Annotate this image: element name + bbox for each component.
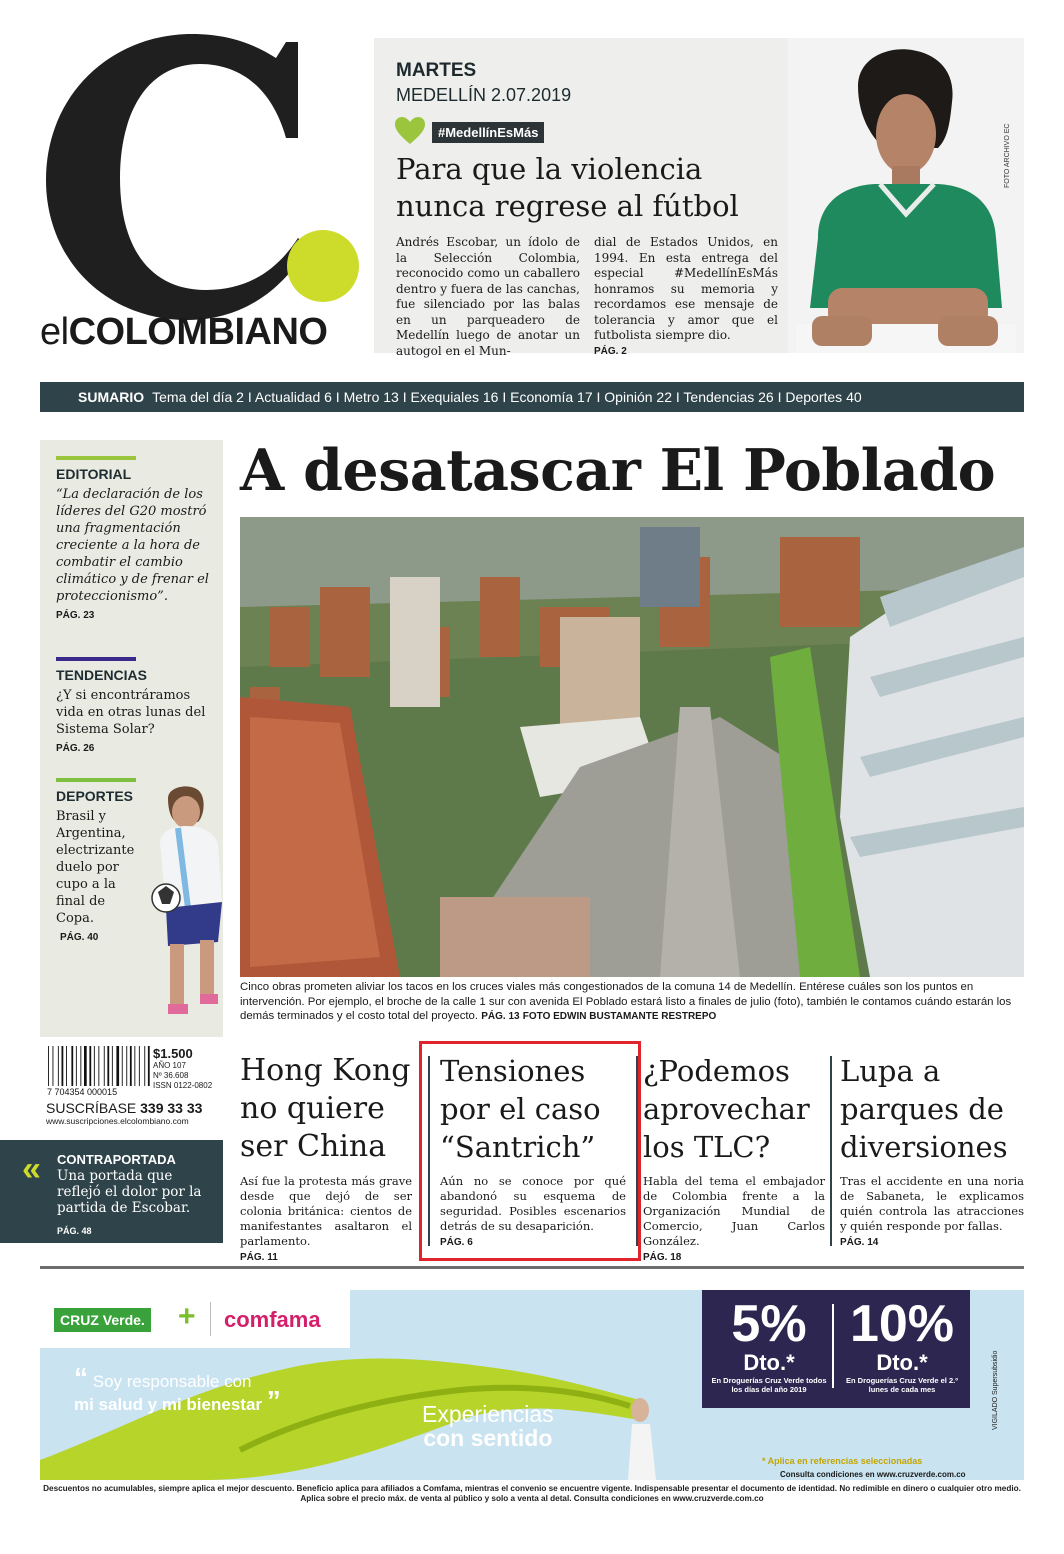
editorial-page[interactable]: PÁG. 23 bbox=[56, 610, 95, 621]
comfama-logo: comfama bbox=[224, 1307, 321, 1332]
ad-consulta-note[interactable]: Consulta condiciones en www.cruzverde.com.co bbox=[780, 1470, 966, 1479]
top-story-body-col1 bbox=[396, 235, 580, 359]
offer-10-pct: 10% bbox=[849, 1295, 955, 1353]
barcode-bar bbox=[94, 1046, 95, 1088]
barcode-bar bbox=[134, 1046, 135, 1088]
plus-icon: + bbox=[178, 1300, 196, 1333]
barcode-bar bbox=[71, 1046, 73, 1088]
sumario-items[interactable]: Tema del día 2 I Actualidad 6 I Metro 13 I Exequiales 16 I Economía 17 I Opinión 22 I Tendencias 26 I Deportes 40 bbox=[152, 389, 862, 405]
caption-credit-label bbox=[523, 1011, 717, 1022]
messi-photo bbox=[148, 782, 228, 1040]
barcode-bar bbox=[76, 1046, 77, 1088]
sumario-bar bbox=[40, 382, 1024, 412]
story-body: Tras el accidente en una noria de Sabaneta, le explicamos quién controla las atracciones y quién responde por fallas. bbox=[840, 1174, 1024, 1233]
story-tlc[interactable] bbox=[643, 1052, 825, 1263]
sidebar-editorial[interactable] bbox=[56, 456, 216, 621]
story-page[interactable]: PÁG. 14 bbox=[840, 1237, 879, 1248]
sumario-label: SUMARIO bbox=[78, 389, 145, 405]
cruz-verde-logo: CRUZ Verde. bbox=[54, 1308, 151, 1332]
top-story-headline[interactable]: Para que la violencia nunca regrese al fútbol bbox=[396, 152, 739, 223]
logo-c-letter bbox=[46, 34, 308, 320]
top-story-page[interactable]: PÁG. 2 bbox=[594, 345, 627, 357]
deportes-text: Brasil y Argentina, electrizante duelo por cupo a la final de Copa. bbox=[56, 809, 135, 926]
story-body: Así fue la protesta más grave desde que dejó de ser colonia británica: cientos de manifestantes asaltaron el parlamento. bbox=[240, 1174, 412, 1248]
edition-info bbox=[153, 1046, 212, 1091]
editorial-rule bbox=[56, 456, 136, 460]
edition-year: AÑO 107 bbox=[153, 1061, 186, 1070]
barcode-bar bbox=[89, 1046, 91, 1088]
highlight-box bbox=[419, 1041, 641, 1261]
advertisement[interactable] bbox=[40, 1290, 1024, 1512]
story-body: Aún no se conoce por qué abandonó su esquema de seguridad. Posibles escenarios detrás de su desaparición. bbox=[440, 1174, 626, 1233]
editorial-text: “La declaración de los líderes del G20 mostró una fragmentación creciente a la hora de combatir el cambio climático y de frenar el proteccionismo”. bbox=[56, 487, 209, 604]
offer-5-pct: 5% bbox=[731, 1295, 807, 1353]
tendencias-rule bbox=[56, 657, 136, 661]
deportes-page[interactable]: PÁG. 40 bbox=[60, 932, 99, 943]
section-rule bbox=[40, 1266, 1024, 1269]
story-headline: ¿Podemos aprovechar los TLC? bbox=[643, 1054, 810, 1164]
barcode-bar bbox=[139, 1046, 140, 1088]
left-sidebar bbox=[40, 440, 223, 1037]
story-parques[interactable] bbox=[840, 1052, 1024, 1248]
tendencias-title: TENDENCIAS bbox=[56, 667, 148, 683]
offer-10-note: En Droguerías Cruz Verde el 2.º lunes de cada mes bbox=[846, 1376, 958, 1394]
offer-5-note: En Droguerías Cruz Verde todos los días del año 2019 bbox=[711, 1376, 827, 1394]
barcode-bar bbox=[53, 1046, 54, 1088]
vigilado-label: VIGILADO Supersubsidio bbox=[992, 1350, 999, 1430]
barcode-bar bbox=[130, 1046, 132, 1088]
contraportada-text: Una portada que reflejó el dolor por la partida de Escobar. bbox=[57, 1168, 202, 1216]
offer-5 bbox=[710, 1295, 828, 1394]
brand-colombiano: COLOMBIANO bbox=[68, 311, 328, 353]
main-photo-caption bbox=[240, 980, 1024, 1025]
barcode-bar bbox=[107, 1046, 109, 1088]
story-page[interactable]: PÁG. 11 bbox=[240, 1252, 278, 1263]
edition-number: Nº 36.608 bbox=[153, 1071, 189, 1080]
barcode-bar bbox=[144, 1046, 145, 1088]
logo-c-mark bbox=[40, 28, 370, 328]
story-headline: Hong Kong no quiere ser China bbox=[240, 1053, 411, 1164]
story-headline: Tensiones por el caso “Santrich” bbox=[440, 1054, 601, 1164]
caption-credit: FOTO EDWIN BUSTAMANTE RESTREPO bbox=[522, 1011, 717, 1022]
subscribe-phone[interactable]: 339 33 33 bbox=[140, 1100, 203, 1116]
story-body: Habla del tema el embajador de Colombia frente a la Organización Mundial de Comercio, Juan Carlos González. bbox=[643, 1174, 825, 1248]
barcode-bar bbox=[122, 1046, 123, 1088]
ad-quote-line2: mi salud y mi bienestar bbox=[74, 1395, 263, 1414]
barcode-digits: 7 704354 000015 bbox=[47, 1087, 118, 1096]
top-story-text-1: Andrés Escobar, un ídolo de la Selección Colombia, reconocido como un caballero dentro y fuera de las canchas, fue silenciado por las balas en un parqueadero de Medellín luego de anotar un autogol en el Mun- bbox=[396, 235, 580, 358]
story-page[interactable]: PÁG. 6 bbox=[440, 1237, 473, 1248]
sidebar-tendencias[interactable] bbox=[56, 657, 216, 754]
chevron-left-icon: « bbox=[22, 1150, 41, 1188]
barcode-bar bbox=[104, 1046, 105, 1088]
brand-name bbox=[40, 312, 327, 352]
edition-issn: ISSN 0122-0802 bbox=[153, 1081, 213, 1090]
barcode bbox=[46, 1046, 151, 1096]
subscribe-label: SUSCRÍBASE bbox=[46, 1100, 137, 1116]
quote-open-icon: “ bbox=[74, 1362, 88, 1393]
ad-legal-line1: Descuentos no acumulables, siempre aplica el mejor descuento. Beneficio aplica para afiliados a Comfama, mientras el convenio se encuentre vigente. Indispensable presentar el documento de identidad. No redimible en dinero o cualquier otro medio. bbox=[43, 1484, 1021, 1493]
el-poblado-aerial-photo bbox=[240, 517, 1024, 977]
main-headline[interactable]: A desatascar El Poblado bbox=[240, 437, 996, 504]
caption-page[interactable]: PÁG. 13 bbox=[481, 1011, 520, 1022]
barcode-bar bbox=[58, 1046, 59, 1088]
ad-legal-line2: Aplica sobre el precio máx. de venta al público y solo a venta al detal. Consulta condiciones en www.cruzverde.com.co bbox=[300, 1494, 764, 1503]
story-page[interactable]: PÁG. 18 bbox=[643, 1252, 682, 1263]
logo-dot bbox=[287, 230, 359, 302]
barcode-bar bbox=[116, 1046, 119, 1088]
escobar-photo bbox=[788, 38, 1024, 353]
hashtag-badge[interactable]: #MedellínEsMás bbox=[432, 122, 544, 143]
contraportada-page[interactable]: PÁG. 48 bbox=[57, 1226, 92, 1236]
story-headline: Lupa a parques de diversiones bbox=[840, 1054, 1008, 1164]
top-story-text-2: dial de Estados Unidos, en 1994. En esta entrega del especial #MedellínEsMás honramos su memoria y recordamos ese mensaje de tolerancia y amor que el futbolista siempre dio. bbox=[594, 235, 778, 342]
offer-5-dto: Dto.* bbox=[743, 1350, 795, 1375]
caption-text: Cinco obras prometen aliviar los tacos en los cruces viales más congestionados de la comuna 14 de Medellín. Entérese cuáles son los puntos en intervención. Por ejemplo, el broche de la calle 1 sur con avenida El Poblado estará listo a finales de julio (foto), también le contamos cuándo estarán los demás terminados y el costo total del proyecto. bbox=[240, 981, 1012, 1022]
subscribe-line bbox=[46, 1100, 202, 1116]
ad-offers-panel bbox=[702, 1290, 970, 1408]
top-story-box[interactable] bbox=[374, 38, 1024, 358]
editorial-title: EDITORIAL bbox=[56, 466, 132, 482]
brand-el: el bbox=[40, 311, 69, 353]
deportes-title: DEPORTES bbox=[56, 788, 134, 804]
contraportada-title: CONTRAPORTADA bbox=[57, 1152, 176, 1167]
barcode-bar bbox=[84, 1046, 87, 1088]
barcode-bar bbox=[126, 1046, 127, 1088]
ad-tagline-line1: Experiencias bbox=[422, 1401, 554, 1427]
contraportada-box[interactable] bbox=[0, 1140, 223, 1243]
top-story-body-col2 bbox=[594, 235, 778, 359]
barcode-bar bbox=[80, 1046, 81, 1088]
quote-close-icon: ” bbox=[266, 1385, 281, 1416]
barcode-bar bbox=[62, 1046, 64, 1088]
photo-credit: FOTO ARCHIVO EC bbox=[1004, 123, 1011, 188]
offer-10 bbox=[838, 1295, 966, 1394]
barcode-bar bbox=[98, 1046, 99, 1088]
ad-quote-line1: Soy responsable con bbox=[92, 1372, 252, 1391]
heart-icon bbox=[394, 116, 426, 146]
ad-tagline bbox=[422, 1402, 554, 1450]
tendencias-text: ¿Y si encontráramos vida en otras lunas del Sistema Solar? bbox=[56, 688, 206, 737]
edition-day: MARTES bbox=[396, 60, 477, 81]
ad-legal-footer bbox=[40, 1480, 1024, 1512]
subscribe-url[interactable]: www.suscripciones.elcolombiano.com bbox=[46, 1116, 189, 1126]
edition-price: $1.500 bbox=[153, 1046, 193, 1061]
barcode-bar bbox=[112, 1046, 113, 1088]
deportes-rule bbox=[56, 778, 136, 782]
story-hong-kong[interactable] bbox=[240, 1052, 412, 1263]
barcode-bar bbox=[66, 1046, 67, 1088]
column-divider bbox=[830, 1056, 832, 1246]
edition-date: MEDELLÍN 2.07.2019 bbox=[396, 85, 572, 105]
offer-divider bbox=[832, 1304, 834, 1388]
offer-10-dto: Dto.* bbox=[876, 1350, 928, 1375]
barcode-bar bbox=[148, 1046, 150, 1088]
ad-quote bbox=[74, 1362, 281, 1416]
ad-tagline-line2: con sentido bbox=[423, 1425, 553, 1451]
tendencias-page[interactable]: PÁG. 26 bbox=[56, 743, 95, 754]
barcode-bar bbox=[48, 1046, 49, 1088]
ad-aplica-note: * Aplica en referencias seleccionadas bbox=[762, 1456, 923, 1466]
